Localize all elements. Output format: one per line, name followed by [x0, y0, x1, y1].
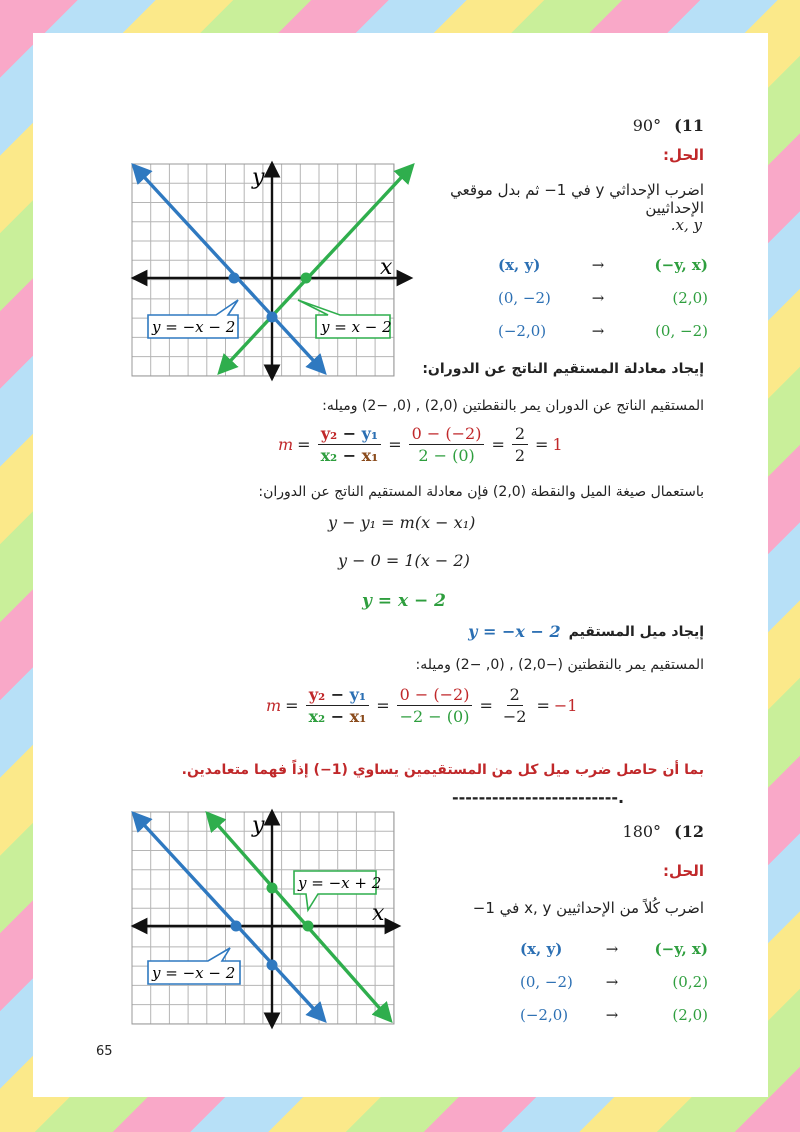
point-2-0	[301, 273, 312, 284]
mapping-to: (−y, x)	[654, 255, 708, 274]
q11-heading-slope-row	[468, 622, 704, 641]
point-neg2-0	[231, 921, 242, 932]
slope-substitution: $\frac{0 - (-2)}{-2 - (0)}$	[397, 685, 473, 726]
mapping-arrow: →	[591, 255, 605, 274]
q11-eq2: y − 0 = 1(x − 2)	[338, 551, 470, 570]
mapping-to: (0, −2)	[655, 321, 708, 340]
point-0-neg2	[267, 312, 278, 323]
mapping-arrow: →	[605, 972, 619, 991]
q11-solution-label: الحل:	[663, 146, 704, 164]
q12-header	[623, 822, 704, 841]
y-axis-label: y	[252, 813, 265, 838]
mapping-to: (0,2)	[672, 972, 708, 991]
mapping-from: (−2,0)	[520, 1005, 569, 1024]
q11-mapping-row	[498, 314, 708, 347]
mapping-arrow: →	[605, 1005, 619, 1024]
q11-mapping-row	[498, 281, 708, 314]
slope-simplified: $\frac{2}{2}$	[512, 424, 528, 465]
q11-instruction-line2: .x, y	[670, 216, 702, 234]
mapping-to: (2,0)	[672, 1005, 708, 1024]
q11-angle: 90°	[632, 116, 662, 135]
q12-graph	[128, 808, 402, 1030]
q11-graph	[128, 160, 418, 382]
q11-eq3: y = x − 2	[362, 591, 447, 611]
q11-header	[633, 116, 704, 135]
q12-mapping-table	[520, 932, 708, 1031]
q11-mapping-row	[498, 248, 708, 281]
q12-instruction: اضرب كُلاً من الإحداثيين x, y في 1−	[472, 899, 704, 917]
q12-angle: 180°	[622, 822, 662, 841]
point-2-0	[303, 921, 314, 932]
q11-heading-slope-eq: y = −x − 2	[468, 622, 561, 641]
q12-solution-label: الحل:	[663, 862, 704, 880]
q12-mapping-row	[520, 998, 708, 1031]
q11-text-points2: المستقيم يمر بالنقطتين (−2,0) , (0, −2) وميله:	[415, 657, 704, 673]
q12-mapping-row	[520, 965, 708, 998]
section-divider: -------------------------.	[452, 788, 625, 807]
green-line	[208, 814, 390, 1020]
mapping-to: (−y, x)	[654, 939, 708, 958]
page-number: 65	[96, 1044, 113, 1059]
q11-number: (11	[674, 116, 704, 135]
x-axis-label: x	[372, 901, 385, 926]
mapping-arrow: →	[605, 939, 619, 958]
mapping-from: (x, y)	[498, 255, 541, 274]
green-line-label: y = −x + 2	[298, 874, 382, 892]
blue-line-label: y = −x − 2	[152, 964, 236, 982]
q11-slope-calc: m = $\frac{\text{y₂ − y₁}}{\text{x₂ − x₁}}$ = $\frac{0 - (-2)}{2 - (0)}$ = $\frac{2}{2}$ = 1	[278, 424, 563, 465]
q11-text-point-slope: باستعمال صيغة الميل والنقطة (2,0) فإن معادلة المستقيم الناتج عن الدوران:	[258, 484, 704, 500]
slope-formula: $\frac{\text{y₂ − y₁}}{\text{x₂ − x₁}}$	[306, 685, 370, 726]
q11-instruction-line1: اضرب الإحداثي y في 1− ثم بدل موقعي الإحداثيين	[450, 181, 704, 217]
q11-conclusion: بما أن حاصل ضرب ميل كل من المستقيمين يساوي (1−) إذاً فهما متعامدين.	[181, 762, 704, 778]
blue-line-label: y = −x − 2	[152, 318, 236, 336]
q12-mapping-row	[520, 932, 708, 965]
blue-line	[134, 166, 324, 372]
mapping-arrow: →	[591, 288, 605, 307]
mapping-from: (−2,0)	[498, 321, 547, 340]
grid	[132, 164, 394, 376]
q11-text-points: المستقيم الناتج عن الدوران يمر بالنقطتين (2,0) , (0, −2) وميله:	[322, 398, 704, 414]
slope-result: 1	[552, 435, 563, 454]
green-line-label: y = x − 2	[321, 318, 392, 336]
slope-formula: $\frac{\text{y₂ − y₁}}{\text{x₂ − x₁}}$	[318, 424, 382, 465]
point-0-neg2	[267, 960, 278, 971]
mapping-from: (0, −2)	[498, 288, 551, 307]
point-0-2	[267, 883, 278, 894]
q11-heading-slope: إيجاد ميل المستقيم	[568, 623, 704, 640]
m-symbol: m	[266, 696, 282, 715]
point-neg2-0	[229, 273, 240, 284]
q11-heading-rotated-eq: إيجاد معادلة المستقيم الناتج عن الدوران:	[422, 361, 704, 377]
q11-slope-calc2: m = $\frac{\text{y₂ − y₁}}{\text{x₂ − x₁}}$ = $\frac{0 - (-2)}{-2 - (0)}$ = $\frac{2}{-2}$ = −1	[266, 685, 578, 726]
q11-eq1: y − y₁ = m(x − x₁)	[328, 513, 476, 532]
mapping-arrow: →	[591, 321, 605, 340]
slope-result: −1	[553, 696, 578, 715]
q12-number: (12	[674, 822, 704, 841]
q11-mapping-table	[498, 248, 708, 347]
mapping-from: (x, y)	[520, 939, 563, 958]
mapping-from: (0, −2)	[520, 972, 573, 991]
y-axis-label: y	[252, 165, 265, 190]
slope-simplified: $\frac{2}{-2}$	[502, 685, 527, 726]
blue-line	[134, 814, 324, 1020]
slope-substitution: $\frac{0 - (-2)}{2 - (0)}$	[409, 424, 485, 465]
x-axis-label: x	[380, 255, 393, 280]
grid	[132, 812, 394, 1024]
mapping-to: (2,0)	[672, 288, 708, 307]
m-symbol: m	[278, 435, 294, 454]
